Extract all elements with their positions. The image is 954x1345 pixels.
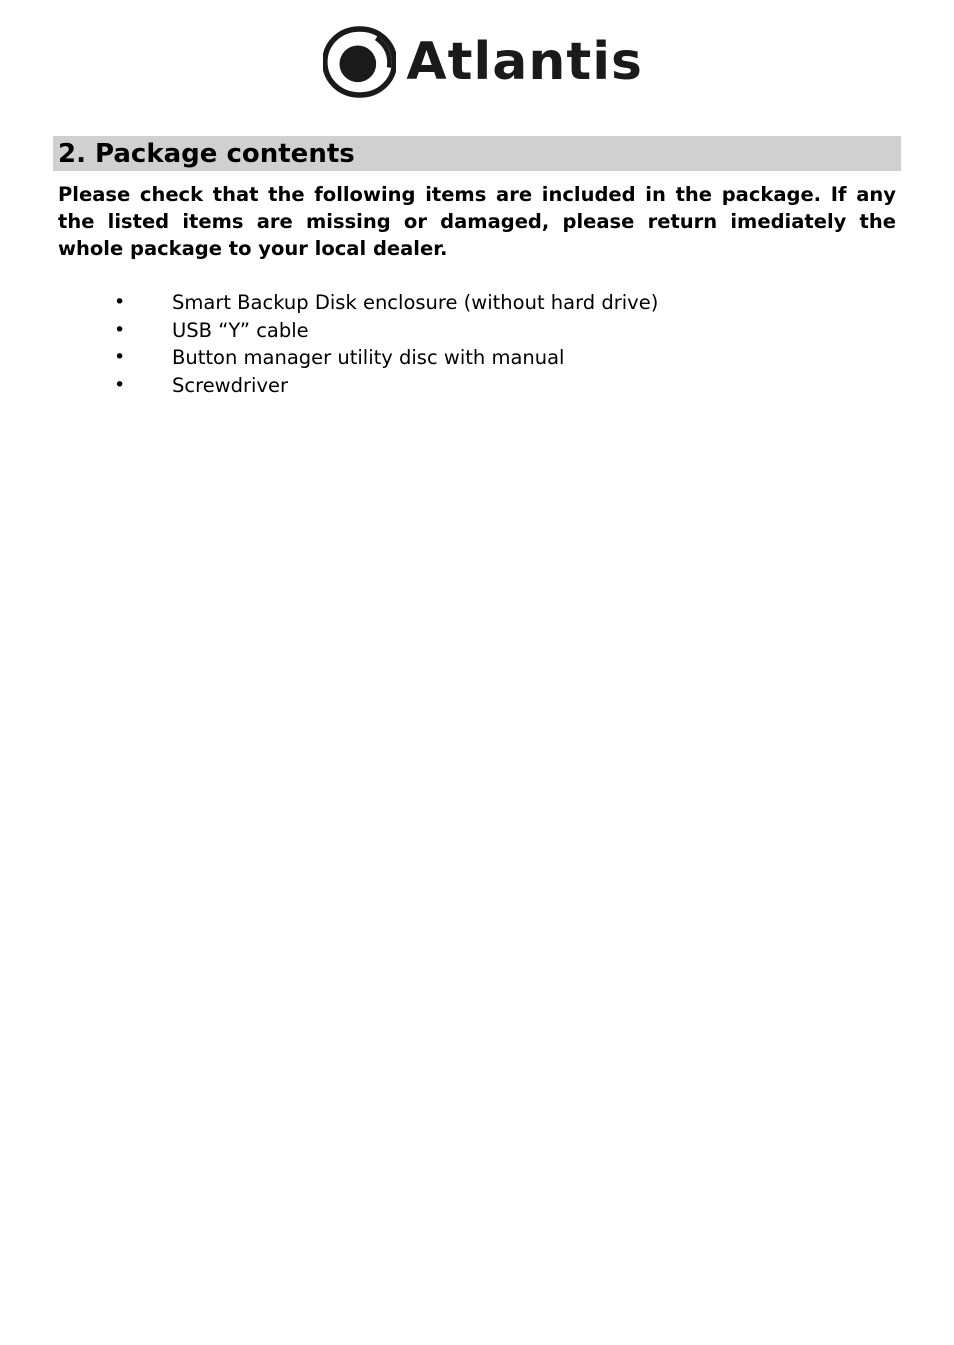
package-contents-list	[0, 289, 954, 399]
bullet-icon: •	[114, 346, 126, 368]
list-item-text: Screwdriver	[172, 373, 289, 397]
list-item-text: USB “Y” cable	[172, 318, 309, 342]
list-item-text: Button manager utility disc with manual	[172, 346, 565, 369]
list-item	[0, 372, 954, 400]
logo-wordmark: Atlantis	[406, 32, 643, 92]
list-item	[0, 344, 954, 372]
atlantis-logo-icon	[323, 22, 396, 102]
bullet-icon: •	[114, 373, 126, 396]
brand-logo	[323, 22, 643, 102]
bullet-icon: •	[114, 318, 126, 341]
list-item	[0, 289, 954, 317]
intro-paragraph: Please check that the following items are included in the package. If any the listed items are missing or damaged, please return imediately the whole package to your local dealer.	[58, 183, 896, 260]
list-item	[0, 317, 954, 345]
list-item-text: Smart Backup Disk enclosure (without hard drive)	[172, 291, 659, 314]
section-heading: 2. Package contents	[53, 136, 901, 171]
bullet-icon: •	[114, 291, 126, 313]
